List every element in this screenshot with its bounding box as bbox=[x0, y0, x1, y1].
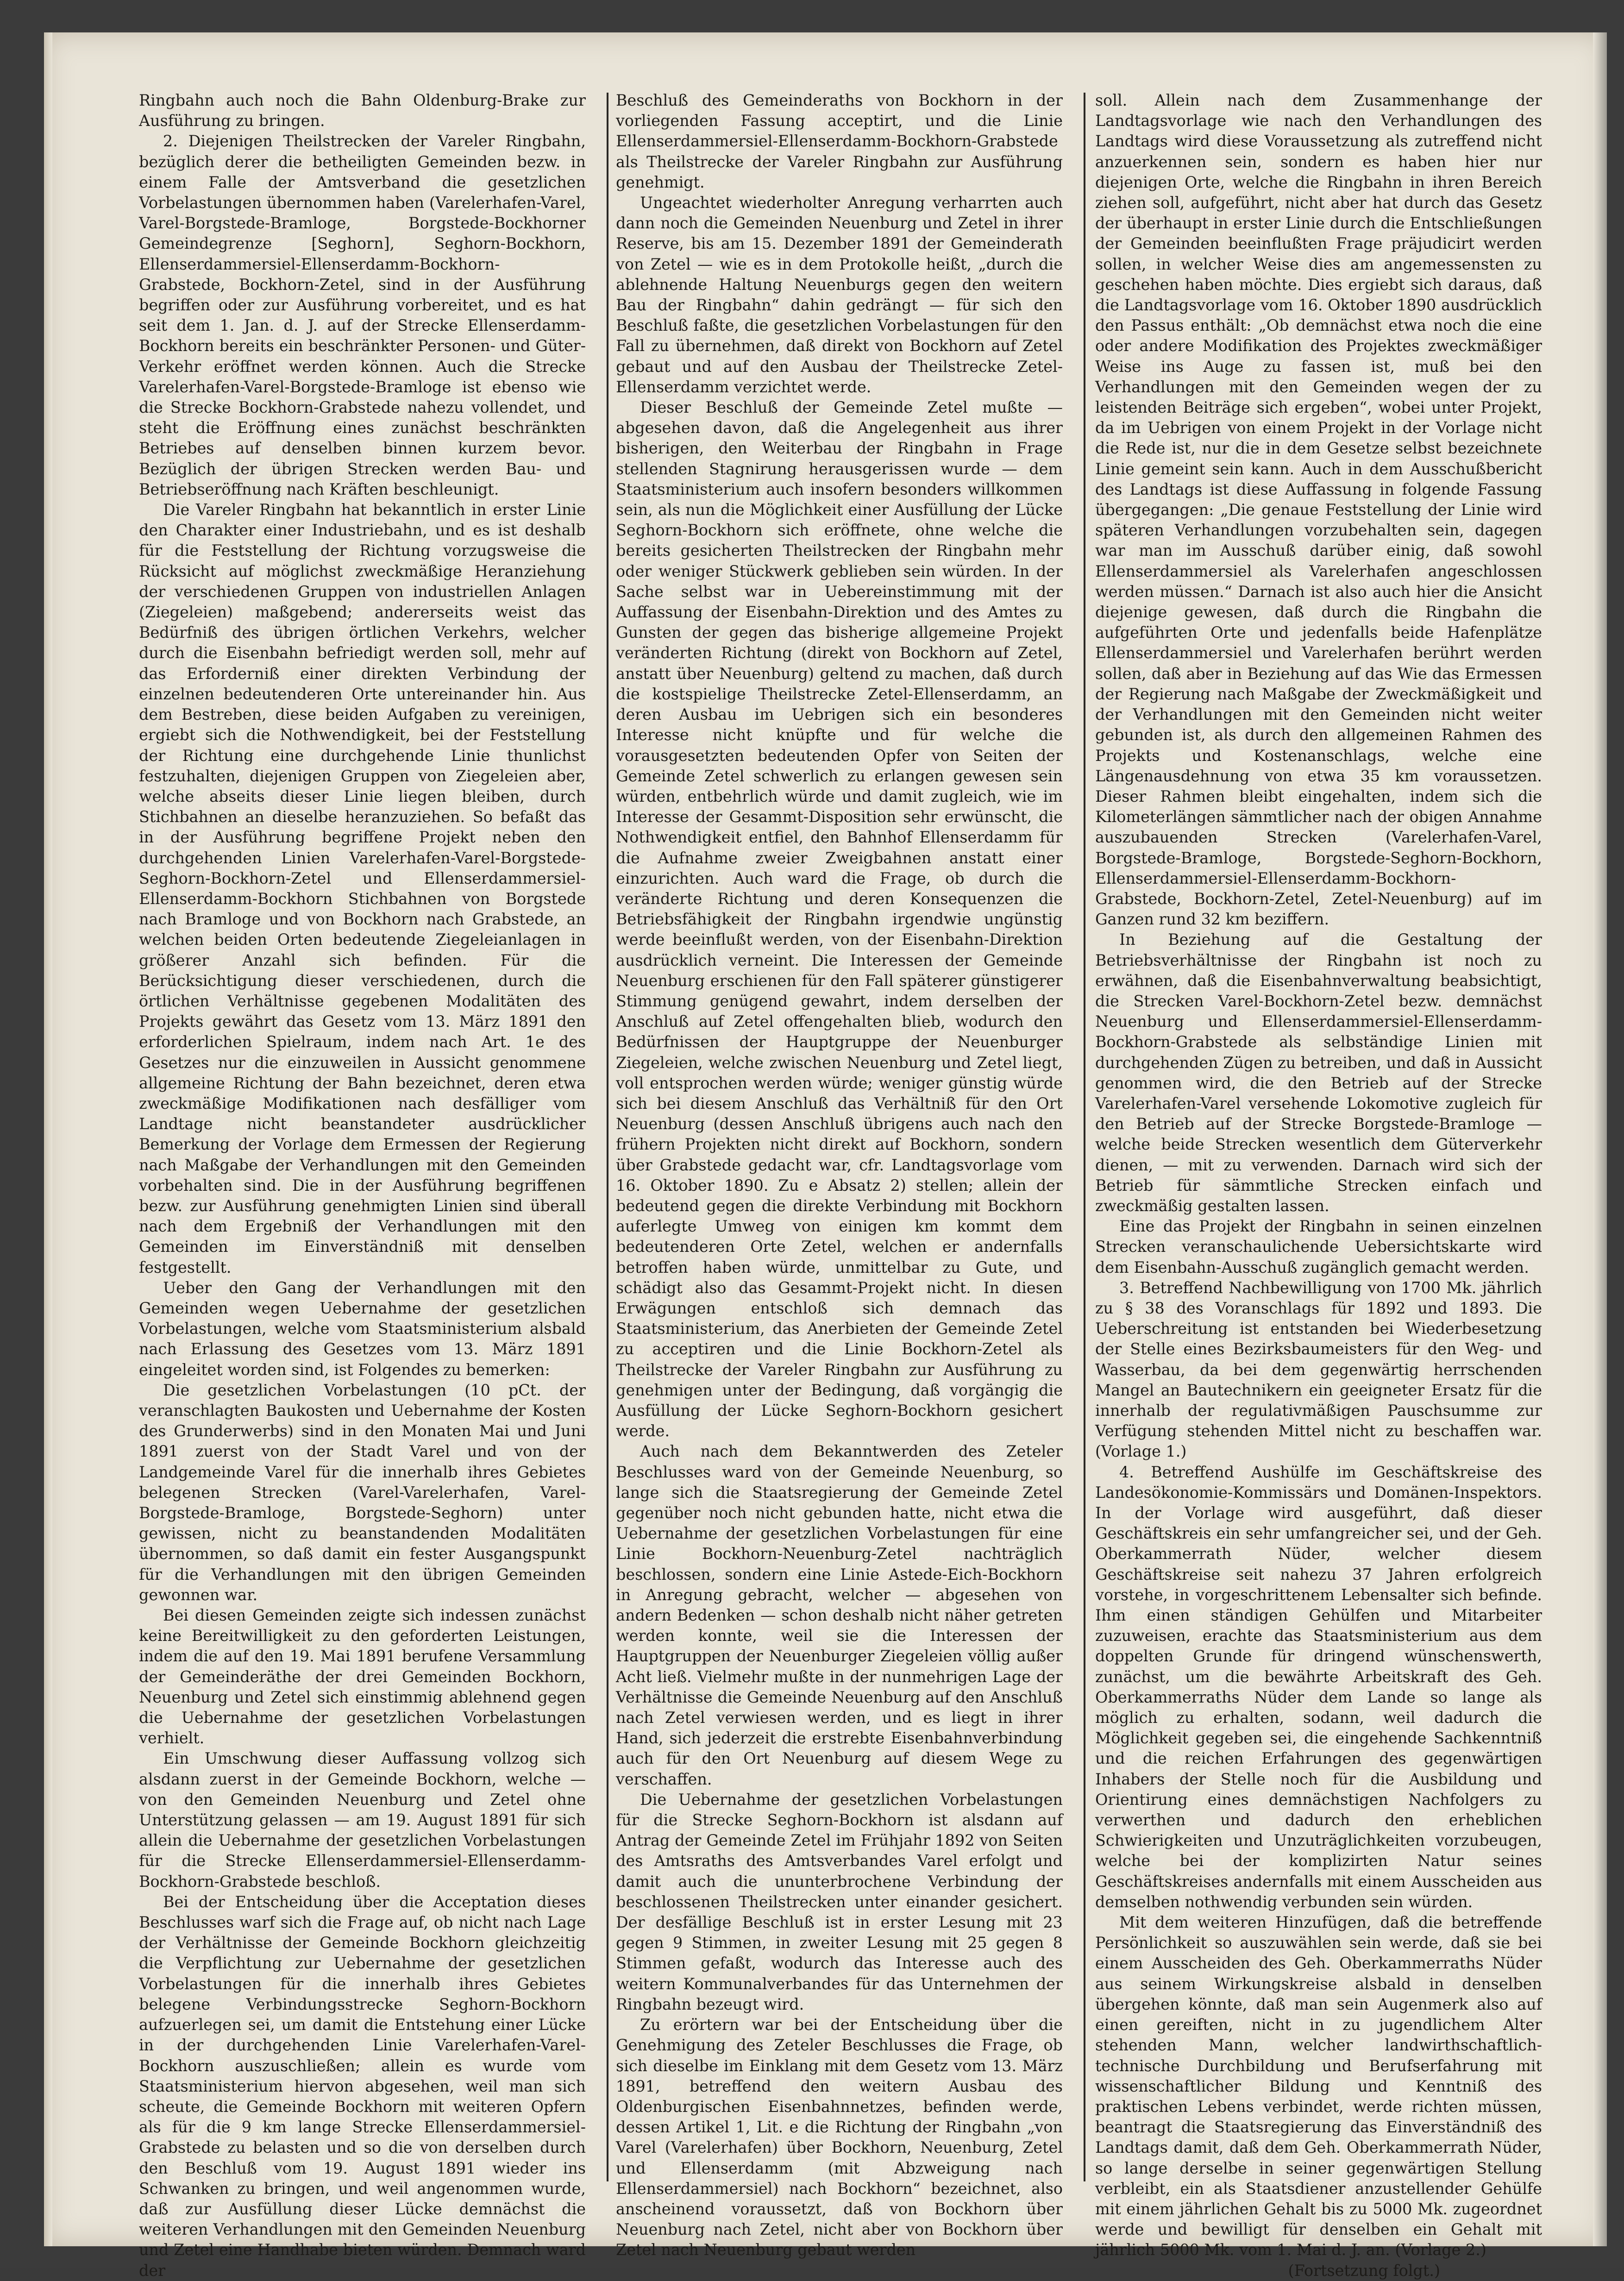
paragraph: Ungeachtet wiederholter Anregung verharrten auch dann noch die Gemeinden Neuenburg und Zetel in ihrer Reserve, bis am 15. Dezember 1891 der Gemeinderath von Zetel — wie es in dem Protokolle heißt, „durch die ablehnende Haltung Neuenburgs gegen den weitern Bau der Ringbahn“ dahin gedrängt — für sich den Beschluß faßte, die gesetzlichen Vorbelastungen für den Fall zu übernehmen, daß direkt von Bockhorn auf Zetel gebaut und auf den Ausbau der Theilstrecke Zetel-Ellenserdamm verzichtet werde. bbox=[616, 194, 1063, 396]
paragraph: Dieser Beschluß der Gemeinde Zetel mußte — abgesehen davon, daß die Angelegenheit aus ihrer bisherigen, den Weiterbau der Ringbahn in Frage stellenden Stagnirung herausgerissen wurde — dem Staatsministerium auch insofern besonders willkommen sein, als nun die Möglichkeit einer Ausfüllung der Lücke Seghorn-Bockhorn sich eröffnete, ohne welche die bereits gesicherten Theilstrecken der Ringbahn mehr oder weniger Stückwerk geblieben sein würden. In der Sache selbst war in Uebereinstimmung mit der Auffassung der Eisenbahn-Direktion und des Amtes zu Gunsten der gegen das bisherige allgemeine Projekt veränderten Richtung (direkt von Bockhorn auf Zetel, anstatt über Neuenburg) geltend zu machen, daß durch die kostspielige Theilstrecke Zetel-Ellenserdamm, an deren Ausbau im Uebrigen sich ein besonderes Interesse nicht knüpfte und für welche die vorausgesetzten bedeutenden Opfer von Seiten der Gemeinde Zetel schwerlich zu erlangen gewesen sein würden, entbehrlich würde und damit zugleich, wie im Interesse der Gesammt-Disposition sehr erwünscht, die Nothwendigkeit entfiel, den Bahnhof Ellenserdamm für die Aufnahme zweier Zweigbahnen anstatt einer einzurichten. Auch ward die Frage, ob durch die veränderte Richtung und deren Konsequenzen die Betriebsfähigkeit der Ringbahn irgendwie ungünstig werde beeinflußt werden, von der Eisenbahn-Direktion ausdrücklich verneint. Die Interessen der Gemeinde Neuenburg erschienen für den Fall späterer günstigerer Stimmung genügend gewahrt, indem derselben der Anschluß auf Zetel offengehalten blieb, wodurch den Bedürfnissen der Hauptgruppe der Neuenburger Ziegeleien, welche zwischen Neuenburg und Zetel liegt, voll entsprochen werden würde; weniger günstig würde sich bei diesem Anschluß das Verhältniß für den Ort Neuenburg (dessen Anschluß übrigens auch nach den frühern Projekten nicht direkt auf Bockhorn, sondern über Grabstede gedacht war, cfr. Landtagsvorlage vom 16. Oktober 1890. Zu e Absatz 2) stellen; allein der bedeutend gegen die direkte Verbindung mit Bockhorn auferlegte Umweg von einigen km kommt dem bedeutenderen Orte Zetel, welchen er andernfalls betroffen haben würde, unmittelbar zu Gute, und schädigt also das Gesammt-Projekt nicht. In diesen Erwägungen entschloß sich demnach das Staatsministerium, das Anerbieten der Gemeinde Zetel zu acceptiren und die Linie Bockhorn-Zetel als Theilstrecke der Vareler Ringbahn zur Ausführung zu genehmigen unter der Bedingung, daß vorgängig die Ausfüllung der Lücke Seghorn-Bockhorn gesichert werde. bbox=[616, 398, 1063, 1440]
paragraph: Zu erörtern war bei der Entscheidung über die Genehmigung des Zeteler Beschlusses die Frage, ob sich dieselbe im Einklang mit dem Gesetz vom 13. März 1891, betreffend den weitern Ausbau des Oldenburgischen Eisenbahnnetzes, befinden werde, dessen Artikel 1, Lit. e die Richtung der Ringbahn „von Varel (Varelerhafen) über Bockhorn, Neuenburg, Zetel und Ellenserdamm (mit Abzweigung nach Ellenserdammersiel) nach Bockhorn“ bezeichnet, also anscheinend voraussetzt, daß von Bockhorn über Neuenburg nach Zetel, nicht aber von Bockhorn über Zetel nach Neuenburg gebaut werden bbox=[616, 2016, 1063, 2259]
paragraph: Ein Umschwung dieser Auffassung vollzog sich alsdann zuerst in der Gemeinde Bockhorn, welche — von den Gemeinden Neuenburg und Zetel ohne Unterstützung gelassen — am 19. August 1891 für sich allein die Uebernahme der gesetzlichen Vorbelastungen für die Strecke Ellenserdammersiel-Ellenserdamm-Bockhorn-Grabstede beschloß. bbox=[139, 1749, 586, 1891]
text-column-1 bbox=[139, 90, 586, 2280]
paragraph: 3. Betreffend Nachbewilligung von 1700 Mk. jährlich zu § 38 des Voranschlags für 1892 und 1893. Die Ueberschreitung ist entstanden bei Wiederbesetzung der Stelle eines Bezirksbaumeisters für den Weg- und Wasserbau, da bei dem gegenwärtig herrschenden Mangel an Bautechnikern ein geeigneter Ersatz für die innerhalb der regulativmäßigen Pauschsumme zur Verfügung stehenden Mittel nicht zu beschaffen war. (Vorlage 1.) bbox=[1095, 1278, 1542, 1461]
column-rule-2 bbox=[1084, 93, 1085, 2181]
paragraph: Beschluß des Gemeinderaths von Bockhorn in der vorliegenden Fassung acceptirt, und die Linie Ellenserdammersiel-Ellenserdamm-Bockhorn-Grabstede als Theilstrecke der Vareler Ringbahn zur Ausführung genehmigt. bbox=[616, 91, 1063, 191]
paragraph: Auch nach dem Bekanntwerden des Zeteler Beschlusses ward von der Gemeinde Neuenburg, so lange sich die Staatsregierung der Gemeinde Zetel gegenüber noch nicht gebunden hatte, nicht etwa die Uebernahme der gesetzlichen Vorbelastungen für eine Linie Bockhorn-Neuenburg-Zetel nachträglich beschlossen, sondern eine Linie Astede-Eich-Bockhorn in Anregung gebracht, welcher — abgesehen von andern Bedenken — schon deshalb nicht näher getreten werden konnte, weil sie die Interessen der Hauptgruppen der Neuenburger Ziegeleien völlig außer Acht ließ. Vielmehr mußte in der nunmehrigen Lage der Verhältnisse die Gemeinde Neuenburg auf den Anschluß nach Zetel verwiesen werden, und es liegt in ihrer Hand, sich jederzeit die erstrebte Eisenbahnverbindung auch für den Ort Neuenburg auf diesem Wege zu verschaffen. bbox=[616, 1442, 1063, 1788]
paragraph: soll. Allein nach dem Zusammenhange der Landtagsvorlage wie nach den Verhandlungen des Landtags wird diese Voraussetzung als zutreffend nicht anzuerkennen sein, sondern es haben hier nur diejenigen Orte, welche die Ringbahn in ihren Bereich ziehen soll, aufgeführt, nicht aber hat durch das Gesetz der überhaupt in erster Linie durch die Entschließungen der Gemeinden beeinflußten Frage präjudicirt werden sollen, in welcher Weise dies am angemessensten zu geschehen haben möchte. Dies ergiebt sich daraus, daß die Landtagsvorlage vom 16. Oktober 1890 ausdrücklich den Passus enthält: „Ob demnächst etwa noch die eine oder andere Modifikation des Projektes zweckmäßiger Weise ins Auge zu fassen ist, muß bei den Verhandlungen mit den Gemeinden wegen der zu leistenden Beiträge sich ergeben“, wobei unter Projekt, da im Uebrigen von einem Projekt in der Vorlage nicht die Rede ist, nur die in dem Gesetze selbst bezeichnete Linie gemeint sein kann. Auch in dem Ausschußbericht des Landtags ist diese Auffassung in folgende Fassung übergegangen: „Die genaue Feststellung der Linie wird späteren Verhandlungen vorzubehalten sein, dagegen war man im Ausschuß darüber einig, daß sowohl Ellenserdammersiel als Varelerhafen angeschlossen werden müssen.“ Darnach ist also auch hier die Ansicht diejenige gewesen, daß durch die Ringbahn die aufgeführten Orte und jedenfalls beide Hafenplätze Ellenserdammersiel und Varelerhafen berührt werden sollen, daß aber in Beziehung auf das Wie das Ermessen der Regierung nach Maßgabe der Zweckmäßigkeit und der Verhandlungen mit den Gemeinden nicht weiter gebunden ist, als durch den allgemeinen Rahmen des Projekts und Kostenanschlags, welche eine Längenausdehnung von etwa 35 km voraussetzen. Dieser Rahmen bleibt eingehalten, indem sich die Kilometerlängen sämmtlicher nach der obigen Annahme auszubauenden Strecken (Varelerhafen-Varel, Borgstede-Bramloge, Borgstede-Seghorn-Bockhorn, Ellenserdammersiel-Ellenserdamm-Bockhorn-Grabstede, Bockhorn-Zetel, Zetel-Neuenburg) auf im Ganzen rund 32 km beziffern. bbox=[1095, 91, 1542, 929]
paragraph: Die Uebernahme der gesetzlichen Vorbelastungen für die Strecke Seghorn-Bockhorn ist alsdann auf Antrag der Gemeinde Zetel im Frühjahr 1892 von Seiten des Amtsraths des Amtsverbandes Varel erfolgt und damit auch die ununterbrochene Verbindung der beschlossenen Theilstrecken unter einander gesichert. Der desfällige Beschluß ist in erster Lesung mit 23 gegen 9 Stimmen, in zweiter Lesung mit 25 gegen 8 Stimmen gefaßt, wodurch das Interesse auch des weitern Kommunalverbandes für das Unternehmen der Ringbahn bezeugt wird. bbox=[616, 1790, 1063, 2013]
continuation-note: (Fortsetzung folgt.) bbox=[1288, 2261, 1440, 2280]
paragraph: Ringbahn auch noch die Bahn Oldenburg-Brake zur Ausführung zu bringen. bbox=[139, 91, 586, 130]
paragraph: Eine das Projekt der Ringbahn in seinen einzelnen Strecken veranschaulichende Uebersichtskarte wird dem Eisenbahn-Ausschuß zugänglich gemacht werden. bbox=[1095, 1217, 1542, 1276]
paragraph: Ueber den Gang der Verhandlungen mit den Gemeinden wegen Uebernahme der gesetzlichen Vorbelastungen, welche vom Staatsministerium alsbald nach Erlassung des Gesetzes vom 13. März 1891 eingeleitet worden sind, ist Folgendes zu bemerken: bbox=[139, 1278, 586, 1379]
column-rule-1 bbox=[607, 93, 608, 2181]
paragraph: 2. Diejenigen Theilstrecken der Vareler Ringbahn, bezüglich derer die betheiligten Gemeinden bezw. in einem Falle der Amtsverband die gesetzlichen Vorbelastungen übernommen haben (Varelerhafen-Varel, Varel-Borgstede-Bramloge, Borgstede-Bockhorner Gemeindegrenze [Seghorn], Seghorn-Bockhorn, Ellenserdammersiel-Ellenserdamm-Bockhorn-Grabstede, Bockhorn-Zetel, sind in der Ausführung begriffen oder zur Ausführung vorbereitet, und es hat seit dem 1. Jan. d. J. auf der Strecke Ellenserdamm-Bockhorn bereits ein beschränkter Personen- und Güter-Verkehr eröffnet werden können. Auch die Strecke Varelerhafen-Varel-Borgstede-Bramloge ist ebenso wie die Strecke Bockhorn-Grabstede nahezu vollendet, und steht die Eröffnung eines zunächst beschränkten Betriebes auf denselben binnen kurzem bevor. Bezüglich der übrigen Strecken werden Bau- und Betriebseröffnung nach Kräften beschleunigt. bbox=[139, 132, 586, 498]
paragraph: Mit dem weiteren Hinzufügen, daß die betreffende Persönlichkeit so auszuwählen sein werde, daß sie bei einem Ausscheiden des Geh. Oberkammerraths Nüder aus seinem Wirkungskreise alsbald in denselben übergehen könnte, daß man sein Augenmerk also auf einen gereiften, nicht in zu jugendlichem Alter stehenden Mann, welcher landwirthschaftlich-technische Durchbildung und Berufserfahrung mit wissenschaftlicher Bildung und Kenntniß des praktischen Lebens verbindet, werde richten müssen, beantragt die Staatsregierung das Einverständniß des Landtags damit, daß dem Geh. Oberkammerrath Nüder, so lange derselbe in seiner gegenwärtigen Stellung verbleibt, ein als Staatsdiener anzustellender Gehülfe mit einem jährlichen Gehalt bis zu 5000 Mk. zugeordnet werde und bewilligt für denselben ein Gehalt mit jährlich 5000 Mk. vom 1. Mai d. J. an. (Vorlage 2.) bbox=[1095, 1913, 1542, 2259]
paragraph: Die gesetzlichen Vorbelastungen (10 pCt. der veranschlagten Baukosten und Uebernahme der Kosten des Grunderwerbs) sind in den Monaten Mai und Juni 1891 zuerst von der Stadt Varel und von der Landgemeinde Varel für die innerhalb ihres Gebietes belegenen Strecken (Varel-Varelerhafen, Varel-Borgstede-Bramloge, Borgstede-Seghorn) unter gewissen, nicht zu beanstandenden Modalitäten übernommen, so daß damit ein fester Ausgangspunkt für die Verhandlungen mit den übrigen Gemeinden gewonnen war. bbox=[139, 1381, 586, 1604]
text-column-3 bbox=[1095, 90, 1542, 2280]
page-edge-left bbox=[44, 32, 52, 2246]
paragraph: 4. Betreffend Aushülfe im Geschäftskreise des Landesökonomie-Kommissärs und Domänen-Inspektors. In der Vorlage wird ausgeführt, daß dieser Geschäftskreis ein sehr umfangreicher sei, und der Geh. Oberkammerrath Nüder, welcher diesem Geschäftskreise seit nahezu 37 Jahren erfolgreich vorstehe, in vorgeschrittenem Lebensalter sich befinde. Ihm einen ständigen Gehülfen und Mitarbeiter zuzuweisen, erachte das Staatsministerium aus dem doppelten Grunde für dringend wünschenswerth, zunächst, um die bewährte Arbeitskraft des Geh. Oberkammerraths Nüder dem Lande so lange als möglich zu erhalten, sodann, weil dadurch die Möglichkeit gegeben sei, die eingehende Sachkenntniß und die reichen Erfahrungen des gegenwärtigen Inhabers der Stelle noch für die Ausbildung und Orientirung eines demnächstigen Nachfolgers zu verwerthen und dadurch den erheblichen Schwierigkeiten und Unzuträglichkeiten vorzubeugen, welche bei der komplizirten Natur seines Geschäftskreises andernfalls mit einem Ausscheiden aus demselben nothwendig verbunden sein würden. bbox=[1095, 1463, 1542, 1911]
page-edge-right bbox=[1593, 32, 1607, 2246]
paragraph: Bei der Entscheidung über die Acceptation dieses Beschlusses warf sich die Frage auf, ob nicht nach Lage der Verhältnisse der Gemeinde Bockhorn gleichzeitig die Verpflichtung zur Uebernahme der gesetzlichen Vorbelastungen für die innerhalb ihres Gebietes belegene Verbindungsstrecke Seghorn-Bockhorn aufzuerlegen sei, um damit die Entstehung einer Lücke in der durchgehenden Linie Varelerhafen-Varel-Bockhorn auszuschließen; allein es wurde vom Staatsministerium hiervon abgesehen, weil man sich scheute, die Gemeinde Bockhorn mit weiteren Opfern als für die 9 km lange Strecke Ellenserdammersiel-Grabstede zu belasten und so die von derselben durch den Beschluß vom 19. August 1891 wieder ins Schwanken zu bringen, und weil angenommen wurde, daß zur Ausfüllung dieser Lücke demnächst die weiteren Verhandlungen mit den Gemeinden Neuenburg und Zetel eine Handhabe bieten würden. Demnach ward der bbox=[139, 1892, 586, 2280]
paragraph: In Beziehung auf die Gestaltung der Betriebsverhältnisse der Ringbahn ist noch zu erwähnen, daß die Eisenbahnverwaltung beabsichtigt, die Strecken Varel-Bockhorn-Zetel bezw. demnächst Neuenburg und Ellenserdammersiel-Ellenserdamm-Bockhorn-Grabstede als selbständige Linien mit durchgehenden Zügen zu betreiben, und daß in Aussicht genommen wird, die den Betrieb auf der Strecke Varelerhafen-Varel versehende Lokomotive zugleich für den Betrieb auf der Strecke Borgstede-Bramloge — welche beide Strecken wesentlich dem Güterverkehr dienen, — mit zu verwenden. Darnach wird sich der Betrieb für sämmtliche Strecken einfach und zweckmäßig gestalten lassen. bbox=[1095, 930, 1542, 1215]
text-column-2 bbox=[616, 90, 1063, 2259]
paragraph: Bei diesen Gemeinden zeigte sich indessen zunächst keine Bereitwilligkeit zu den geforderten Leistungen, indem die auf den 19. Mai 1891 berufene Versammlung der Gemeinderäthe der drei Gemeinden Bockhorn, Neuenburg und Zetel sich einstimmig ablehnend gegen die Uebernahme der gesetzlichen Vorbelastungen verhielt. bbox=[139, 1606, 586, 1747]
paragraph: Die Vareler Ringbahn hat bekanntlich in erster Linie den Charakter einer Industriebahn, und es ist deshalb für die Feststellung der Richtung vorzugsweise die Rücksicht auf möglichst zweckmäßige Heranziehung der verschiedenen Gruppen von industriellen Anlagen (Ziegeleien) maßgebend; andererseits weist das Bedürfniß des übrigen örtlichen Verkehrs, welcher durch die Eisenbahn befriedigt werden soll, mehr auf das Erforderniß einer direkten Verbindung der einzelnen bedeutenderen Orte untereinander hin. Aus dem Bestreben, diese beiden Aufgaben zu vereinigen, ergiebt sich die Nothwendigkeit, bei der Feststellung der Richtung eine durchgehende Linie thunlichst festzuhalten, diejenigen Gruppen von Ziegeleien aber, welche abseits dieser Linie liegen bleiben, durch Stichbahnen an dieselbe heranzuziehen. So befaßt das in der Ausführung begriffene Projekt neben den durchgehenden Linien Varelerhafen-Varel-Borgstede-Seghorn-Bockhorn-Zetel und Ellenserdammersiel-Ellenserdamm-Bockhorn Stichbahnen von Borgstede nach Bramloge und von Bockhorn nach Grabstede, an welchen beiden Orten bedeutende Ziegeleianlagen in größerer Anzahl sich befinden. Für die Berücksichtigung dieser verschiedenen, durch die örtlichen Verhältnisse gegebenen Modalitäten des Projekts gewährt das Gesetz vom 13. März 1891 den erforderlichen Spielraum, indem nach Art. 1e des Gesetzes nur die einzuweilen in Aussicht genommene allgemeine Richtung der Bahn bezeichnet, deren etwa zweckmäßige Modifikationen nach desfälliger vom Landtage nicht beanstandeter ausdrücklicher Bemerkung der Vorlage dem Ermessen der Regierung nach Maßgabe der Verhandlungen mit den Gemeinden vorbehalten sind. Die in der Ausführung begriffenen bezw. zur Ausführung genehmigten Linien sind überall nach dem Ergebniß der Verhandlungen mit den Gemeinden im Einverständniß mit denselben festgestellt. bbox=[139, 501, 586, 1276]
